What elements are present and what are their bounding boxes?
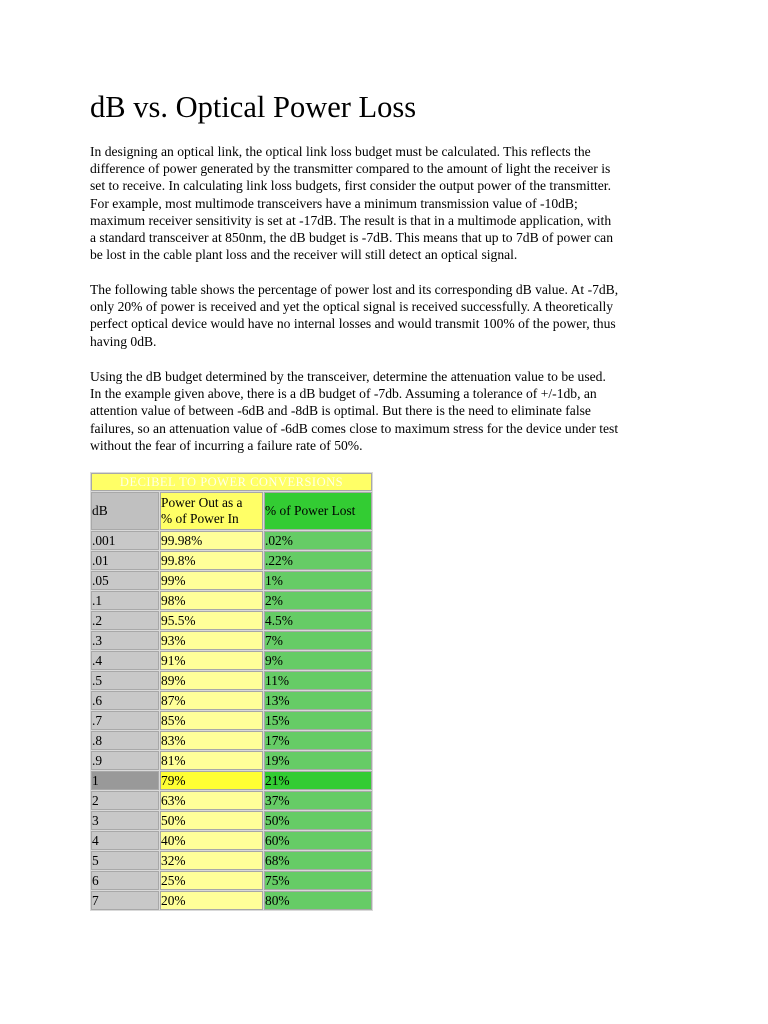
cell-power-lost: 50% — [264, 811, 372, 830]
cell-power-out: 79% — [160, 771, 263, 790]
paragraph-attenuation — [90, 368, 682, 454]
table-row — [91, 671, 372, 690]
decibel-conversion-table — [90, 472, 373, 911]
table-row — [91, 711, 372, 730]
column-header-db: dB — [91, 492, 159, 530]
paragraph-line: The following table shows the percentage of power lost and its corresponding dB value. At -7dB, — [90, 282, 619, 297]
paragraph-line: only 20% of power is received and yet the optical signal is received successfully. A theoretically — [90, 299, 614, 315]
paragraph-line: In designing an optical link, the optical link loss budget must be calculated. This reflects the — [90, 144, 591, 159]
table-caption-text: DECIBEL TO POWER CONVERSIONS — [119, 475, 344, 489]
cell-db: 1 — [91, 771, 159, 790]
cell-power-out: 89% — [160, 671, 263, 690]
paragraph-line: without the fear of incurring a failure rate of 50%. — [90, 437, 363, 453]
cell-db: .001 — [91, 531, 159, 550]
cell-power-out: 25% — [160, 871, 263, 890]
table-row — [91, 851, 372, 870]
table-row — [91, 751, 372, 770]
cell-db: .9 — [91, 751, 159, 770]
cell-power-out: 93% — [160, 631, 263, 650]
cell-power-lost: 80% — [264, 891, 372, 910]
table-row — [91, 531, 372, 550]
cell-db: 6 — [91, 871, 159, 890]
cell-power-out: 50% — [160, 811, 263, 830]
table-row — [91, 831, 372, 850]
table-row — [91, 651, 372, 670]
cell-power-lost: 17% — [264, 731, 372, 750]
cell-power-out: 40% — [160, 831, 263, 850]
cell-power-lost: 4.5% — [264, 611, 372, 630]
cell-power-out: 83% — [160, 731, 263, 750]
cell-power-out: 85% — [160, 711, 263, 730]
table-caption — [91, 473, 372, 491]
cell-power-lost: 2% — [264, 591, 372, 610]
cell-db: .3 — [91, 631, 159, 650]
cell-db: 4 — [91, 831, 159, 850]
cell-power-lost: 37% — [264, 791, 372, 810]
cell-power-lost: 19% — [264, 751, 372, 770]
table-row — [91, 811, 372, 830]
cell-db: .4 — [91, 651, 159, 670]
cell-power-out: 63% — [160, 791, 263, 810]
cell-db: .05 — [91, 571, 159, 590]
table-row — [91, 591, 372, 610]
paragraph-line: failures, so an attenuation value of -6dB comes close to maximum stress for the device under test — [90, 420, 619, 436]
table-row — [91, 791, 372, 810]
cell-power-lost: 15% — [264, 711, 372, 730]
paragraph-link-budget — [90, 143, 682, 263]
paragraph-line: maximum receiver sensitivity is set at -17dB. The result is that in a multimode application, with — [90, 212, 612, 228]
cell-db: 2 — [91, 791, 159, 810]
cell-power-out: 81% — [160, 751, 263, 770]
cell-power-out: 99.8% — [160, 551, 263, 570]
cell-db: .1 — [91, 591, 159, 610]
cell-power-lost: 75% — [264, 871, 372, 890]
paragraph-line: set to receive. In calculating link loss budgets, first consider the output power of the transmitter. — [90, 178, 611, 194]
cell-power-out: 95.5% — [160, 611, 263, 630]
paragraph-line: be lost in the cable plant loss and the receiver will still detect an optical signal. — [90, 247, 518, 263]
column-header-power-lost: % of Power Lost — [264, 492, 372, 530]
cell-power-out: 99.98% — [160, 531, 263, 550]
table-row — [91, 551, 372, 570]
cell-db: .6 — [91, 691, 159, 710]
table-row — [91, 731, 372, 750]
paragraph-line: perfect optical device would have no internal losses and would transmit 100% of the power, thus — [90, 316, 616, 332]
paragraph-table-intro — [90, 281, 682, 350]
cell-power-lost: .22% — [264, 551, 372, 570]
cell-db: 5 — [91, 851, 159, 870]
cell-db: .5 — [91, 671, 159, 690]
table-row — [91, 571, 372, 590]
cell-power-lost: 13% — [264, 691, 372, 710]
cell-power-lost: 7% — [264, 631, 372, 650]
cell-power-out: 91% — [160, 651, 263, 670]
table-row — [91, 631, 372, 650]
table-row — [91, 891, 372, 910]
cell-db: 3 — [91, 811, 159, 830]
cell-db: 7 — [91, 891, 159, 910]
paragraph-line: difference of power generated by the transmitter compared to the amount of light the receiver is — [90, 161, 611, 177]
cell-power-lost: 21% — [264, 771, 372, 790]
table-row — [91, 871, 372, 890]
cell-power-lost: 60% — [264, 831, 372, 850]
column-header-power-out — [160, 492, 263, 530]
paragraph-line: In the example given above, there is a dB budget of -7db. Assuming a tolerance of +/-1db, an — [90, 386, 597, 402]
cell-power-out: 20% — [160, 891, 263, 910]
cell-power-lost: 11% — [264, 671, 372, 690]
cell-power-out: 99% — [160, 571, 263, 590]
cell-power-lost: .02% — [264, 531, 372, 550]
cell-power-out: 32% — [160, 851, 263, 870]
table-row — [91, 611, 372, 630]
table-body — [91, 531, 372, 910]
paragraph-line: attention value of between -6dB and -8dB is optimal. But there is the need to eliminate false — [90, 403, 591, 419]
paragraph-line: For example, most multimode transceivers have a minimum transmission value of -10dB; — [90, 195, 578, 211]
cell-power-out: 87% — [160, 691, 263, 710]
cell-power-out: 98% — [160, 591, 263, 610]
paragraph-line: having 0dB. — [90, 333, 157, 349]
cell-power-lost: 1% — [264, 571, 372, 590]
table-row — [91, 771, 372, 790]
paragraph-line: a standard transceiver at 850nm, the dB budget is -7dB. This means that up to 7dB of power can — [90, 230, 613, 246]
cell-db: .01 — [91, 551, 159, 570]
cell-db: .8 — [91, 731, 159, 750]
cell-db: .2 — [91, 611, 159, 630]
cell-power-lost: 68% — [264, 851, 372, 870]
page-title: dB vs. Optical Power Loss — [90, 90, 417, 124]
column-header-power-out-line: % of Power In — [161, 511, 239, 526]
cell-power-lost: 9% — [264, 651, 372, 670]
column-header-power-out-line: Power Out as a — [161, 495, 243, 510]
cell-db: .7 — [91, 711, 159, 730]
table-row — [91, 691, 372, 710]
paragraph-line: Using the dB budget determined by the transceiver, determine the attenuation value to be used. — [90, 369, 606, 384]
